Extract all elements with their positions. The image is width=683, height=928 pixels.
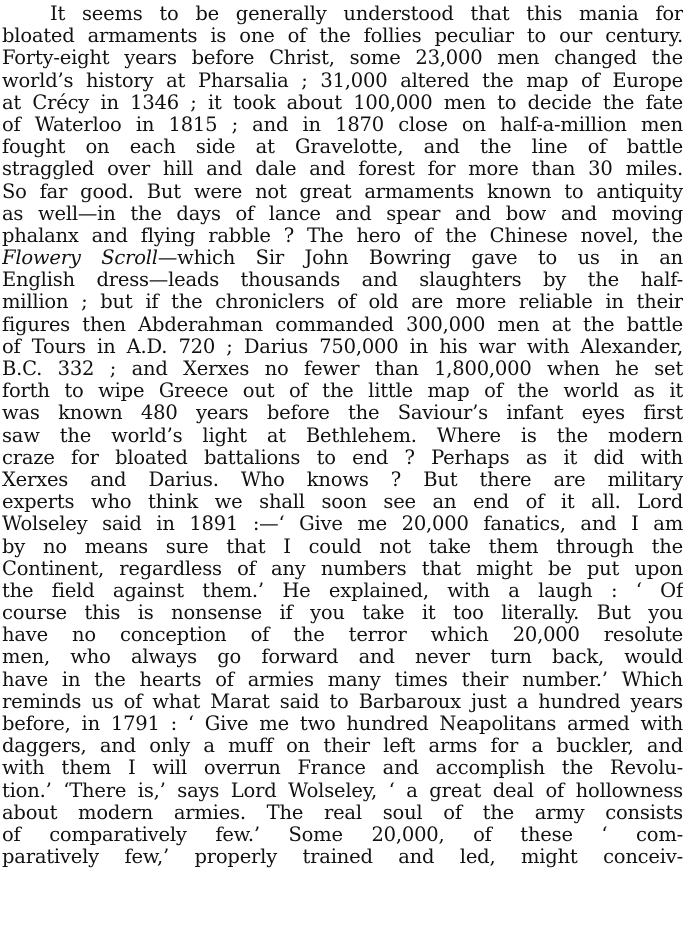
text-line xyxy=(2,646,683,668)
line-text: course this is nonsense if you take it too literally. But you xyxy=(2,602,683,625)
text-line xyxy=(2,447,683,469)
line-text: Wolseley said in 1891 :—‘ Give me 20,000 fanatics, and I am xyxy=(2,513,683,536)
text-line xyxy=(2,25,683,47)
text-line xyxy=(2,580,683,602)
text-line xyxy=(2,824,683,846)
text-line xyxy=(2,203,683,225)
line-text: fought on each side at Gravelotte, and the line of battle xyxy=(2,136,683,159)
line-text: straggled over hill and dale and forest for more than 30 miles. xyxy=(2,158,683,181)
text-line xyxy=(2,336,683,358)
line-text: So far good. But were not great armaments known to antiquity xyxy=(2,180,683,203)
line-text: by no means sure that I could not take them through the xyxy=(2,535,683,558)
line-text: It seems to be generally understood that this mania for xyxy=(50,3,683,25)
text-line xyxy=(2,757,683,779)
text-line xyxy=(2,846,683,868)
text-line xyxy=(2,225,683,247)
line-text: Forty-eight years before Christ, some 23,000 men changed the xyxy=(2,47,683,70)
line-text: the field against them.’ He explained, with a laugh : ‘ Of xyxy=(2,579,683,602)
text-line xyxy=(2,70,683,92)
line-text: B.C. 332 ; and Xerxes no fewer than 1,800,000 when he set xyxy=(2,358,683,380)
text-line xyxy=(2,92,683,114)
line-text: was known 480 years before the Saviour’s infant eyes first xyxy=(2,402,683,425)
text-line xyxy=(2,491,683,513)
line-text: figures then Abderahman commanded 300,000 men at the battle xyxy=(2,313,683,336)
line-text: world’s history at Pharsalia ; 31,000 altered the map of Europe xyxy=(2,69,683,92)
text-line xyxy=(2,469,683,491)
line-text: have no conception of the terror which 20,000 resolute xyxy=(2,624,683,647)
text-line xyxy=(2,558,683,580)
text-line xyxy=(2,314,683,336)
text-line xyxy=(2,513,683,535)
text-line xyxy=(2,713,683,735)
text-line xyxy=(2,47,683,69)
text-line xyxy=(2,291,683,313)
line-text: before, in 1791 : ‘ Give me two hundred Neapolitans armed with xyxy=(2,713,683,735)
text-line xyxy=(2,158,683,180)
text-line xyxy=(2,3,683,25)
text-line xyxy=(2,691,683,713)
line-text: phalanx and flying rabble ? The hero of the Chinese novel, the xyxy=(2,224,683,247)
line-text: daggers, and only a muff on their left arms for a buckler, and xyxy=(2,735,683,758)
line-text: paratively few,’ properly trained and led, might conceiv- xyxy=(2,846,683,869)
text-line xyxy=(2,602,683,624)
text-line xyxy=(2,247,683,269)
text-line xyxy=(2,802,683,824)
line-text: English dress—leads thousands and slaughters by the half- xyxy=(2,269,683,292)
line-text: bloated armaments is one of the follies peculiar to our century. xyxy=(2,25,683,48)
text-line xyxy=(2,380,683,402)
text-line xyxy=(2,624,683,646)
text-line xyxy=(2,669,683,691)
line-text: tion.’ ‘There is,’ says Lord Wolseley, ‘ a great deal of hollowness xyxy=(2,779,683,802)
text-line xyxy=(2,425,683,447)
line-text: Continent, regardless of any numbers that might be put upon xyxy=(2,557,683,580)
book-title-italic: Flowery Scroll xyxy=(2,247,158,270)
line-text: craze for bloated battalions to end ? Perhaps as it did with xyxy=(2,446,683,469)
line-text: of Tours in A.D. 720 ; Darius 750,000 in his war with Alexander, xyxy=(2,335,683,358)
line-text: forth to wipe Greece out of the little map of the world as it xyxy=(2,380,683,403)
text-line xyxy=(2,536,683,558)
line-text: with them I will overrun France and accomplish the Revolu- xyxy=(2,757,683,780)
line-text: —which Sir John Bowring gave to us in an xyxy=(157,247,683,270)
line-text: experts who think we shall soon see an end of it all. Lord xyxy=(2,491,683,514)
line-text: have in the hearts of armies many times their number.’ Which xyxy=(2,668,683,691)
line-text: as well—in the days of lance and spear and bow and moving xyxy=(2,202,683,225)
body-paragraph xyxy=(2,3,683,868)
line-text: of Waterloo in 1815 ; and in 1870 close on half-a-million men xyxy=(2,113,683,136)
line-text: about modern armies. The real soul of the army consists xyxy=(2,801,683,824)
line-text: reminds us of what Marat said to Barbaroux just a hundred years xyxy=(2,690,683,713)
line-text: Xerxes and Darius. Who knows ? But there are military xyxy=(2,468,683,491)
line-text: at Crécy in 1346 ; it took about 100,000 men to decide the fate xyxy=(2,91,683,114)
text-line xyxy=(2,181,683,203)
text-line xyxy=(2,114,683,136)
line-text: saw the world’s light at Bethlehem. Where is the modern xyxy=(2,424,683,447)
text-line xyxy=(2,735,683,757)
text-line xyxy=(2,780,683,802)
line-text: million ; but if the chroniclers of old are more reliable in their xyxy=(2,291,683,314)
text-line xyxy=(2,136,683,158)
text-line xyxy=(2,269,683,291)
text-line xyxy=(2,358,683,380)
text-line xyxy=(2,402,683,424)
line-text: men, who always go forward and never turn back, would xyxy=(2,646,683,669)
line-text: of comparatively few.’ Some 20,000, of these ‘ com- xyxy=(2,823,683,846)
